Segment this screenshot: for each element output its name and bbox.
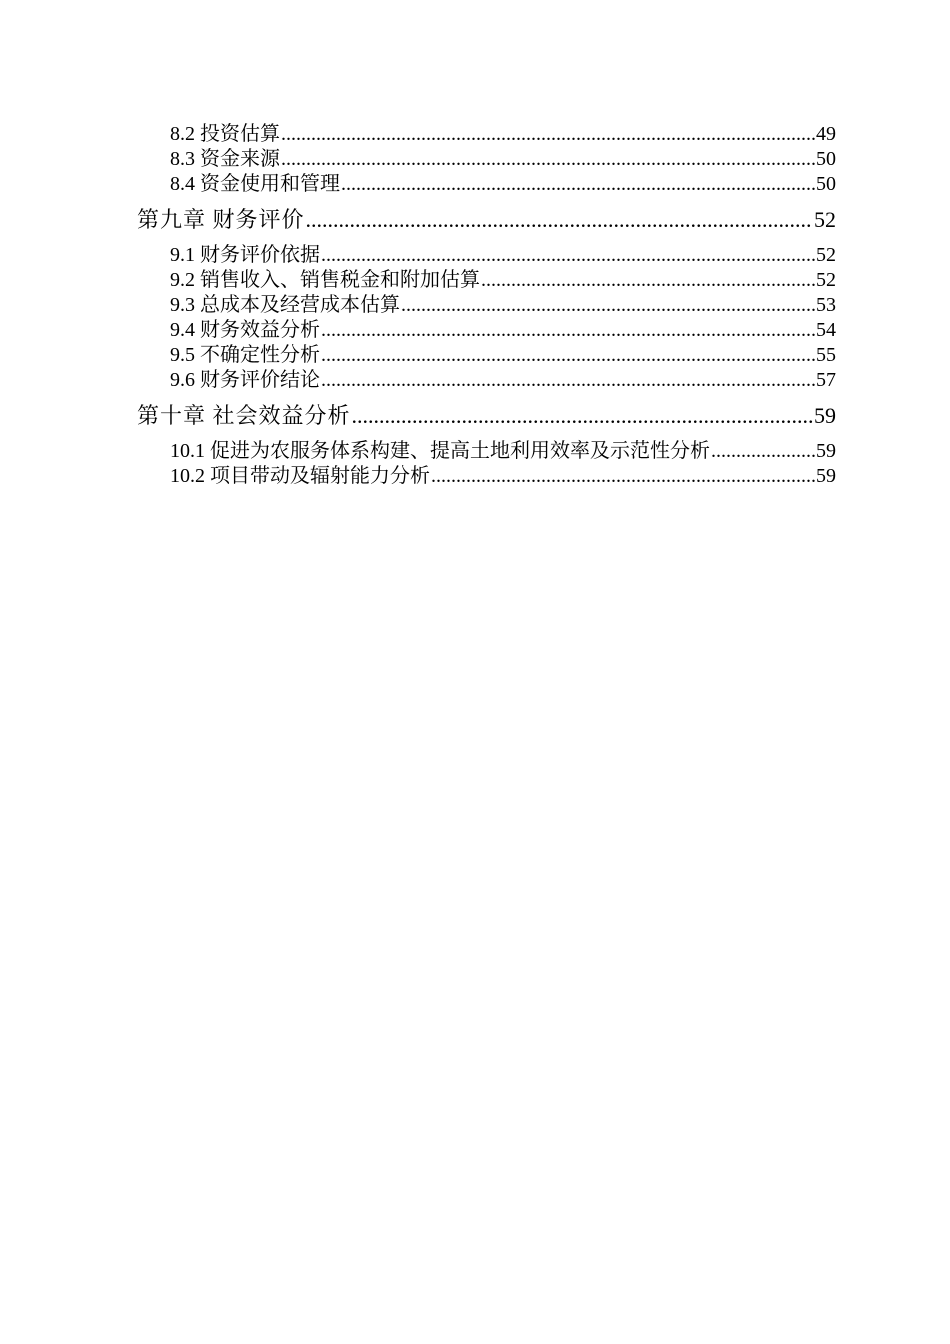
- toc-leader-dots: [341, 172, 815, 197]
- toc-chapter-10[interactable]: [137, 402, 836, 430]
- toc-entry-9-4[interactable]: [170, 318, 836, 343]
- toc-entry-label: 8.2 投资估算: [170, 123, 280, 145]
- toc-entry-label: 8.4 资金使用和管理: [170, 173, 340, 195]
- toc-entry-8-4[interactable]: [170, 172, 836, 197]
- toc-chapter-9[interactable]: [137, 206, 836, 234]
- toc-entry-9-6[interactable]: [170, 368, 836, 393]
- toc-leader-dots: [431, 464, 815, 489]
- toc-entry-8-2[interactable]: [170, 122, 836, 147]
- table-of-contents: [0, 122, 950, 489]
- toc-page-number: 59: [816, 440, 836, 462]
- toc-entry-label: 9.2 销售收入、销售税金和附加估算: [170, 269, 480, 291]
- toc-page-number: 55: [816, 344, 836, 366]
- toc-entry-10-1[interactable]: [170, 439, 836, 464]
- toc-page-number: 54: [816, 319, 836, 341]
- toc-leader-dots: [321, 368, 815, 393]
- toc-page-number: 50: [816, 173, 836, 195]
- toc-page-number: 49: [816, 123, 836, 145]
- toc-leader-dots: [711, 439, 815, 464]
- toc-leader-dots: [481, 268, 815, 293]
- toc-entry-label: 9.3 总成本及经营成本估算: [170, 294, 400, 316]
- toc-entry-label: 9.6 财务评价结论: [170, 369, 320, 391]
- toc-leader-dots: [321, 343, 815, 368]
- toc-chapter-label: 第九章 财务评价: [137, 207, 305, 232]
- toc-page-number: 57: [816, 369, 836, 391]
- toc-entry-10-2[interactable]: [170, 464, 836, 489]
- toc-page-number: 52: [816, 269, 836, 291]
- toc-leader-dots: [321, 243, 815, 268]
- toc-entry-label: 10.1 促进为农服务体系构建、提高土地利用效率及示范性分析: [170, 440, 710, 462]
- toc-entry-9-3[interactable]: [170, 293, 836, 318]
- toc-page-number: 59: [816, 465, 836, 487]
- toc-entry-9-2[interactable]: [170, 268, 836, 293]
- toc-page-number: 52: [814, 207, 836, 232]
- toc-entry-9-1[interactable]: [170, 243, 836, 268]
- toc-entry-label: 10.2 项目带动及辐射能力分析: [170, 465, 430, 487]
- toc-entry-label: 9.1 财务评价依据: [170, 244, 320, 266]
- toc-entry-9-5[interactable]: [170, 343, 836, 368]
- toc-entry-label: 9.5 不确定性分析: [170, 344, 320, 366]
- toc-leader-dots: [352, 402, 813, 430]
- toc-leader-dots: [401, 293, 815, 318]
- toc-page-number: 53: [816, 294, 836, 316]
- toc-entry-8-3[interactable]: [170, 147, 836, 172]
- toc-entry-label: 8.3 资金来源: [170, 148, 280, 170]
- toc-page-number: 52: [816, 244, 836, 266]
- toc-page-number: 50: [816, 148, 836, 170]
- toc-leader-dots: [281, 147, 815, 172]
- toc-leader-dots: [321, 318, 815, 343]
- toc-leader-dots: [306, 206, 813, 234]
- toc-entry-label: 9.4 财务效益分析: [170, 319, 320, 341]
- toc-leader-dots: [281, 122, 815, 147]
- toc-page-number: 59: [814, 403, 836, 428]
- toc-chapter-label: 第十章 社会效益分析: [137, 403, 351, 428]
